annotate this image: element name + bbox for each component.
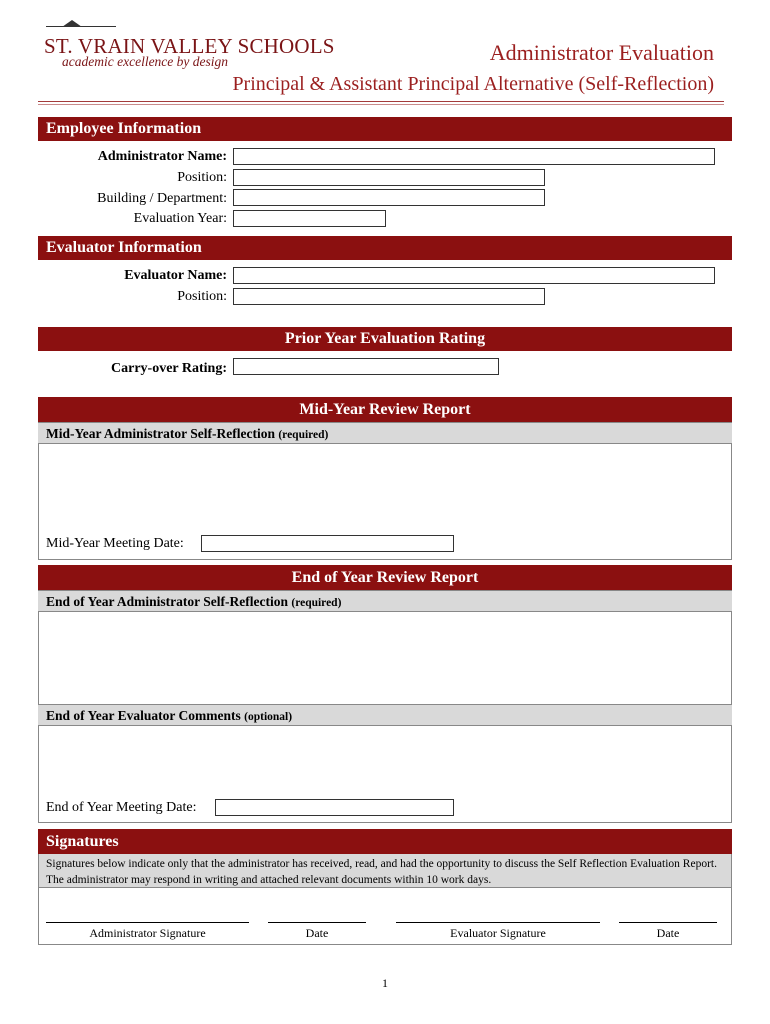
district-logo-name: ST. VRAIN VALLEY SCHOOLS	[44, 34, 335, 58]
endyear-reflection-label: End of Year Administrator Self-Reflection	[46, 594, 288, 609]
employee-info-header: Employee Information	[38, 117, 732, 141]
admin-name-field[interactable]	[233, 148, 715, 165]
evaluation-year-label: Evaluation Year:	[133, 211, 227, 226]
evaluator-date-caption: Date	[656, 926, 680, 940]
endyear-meeting-field[interactable]	[215, 799, 454, 816]
building-field[interactable]	[233, 189, 545, 206]
page-number: 1	[382, 976, 388, 990]
midyear-reflection-textarea[interactable]	[39, 444, 731, 532]
carryover-label: Carry-over Rating:	[111, 361, 227, 376]
midyear-meeting-field[interactable]	[201, 535, 454, 552]
position-field[interactable]	[233, 169, 545, 186]
position-label: Position:	[177, 170, 227, 185]
evaluator-info-header: Evaluator Information	[38, 236, 732, 260]
endyear-header: End of Year Review Report	[38, 565, 732, 590]
carryover-field[interactable]	[233, 358, 499, 375]
evaluator-signature-caption: Evaluator Signature	[450, 926, 546, 940]
midyear-reflection-subheader	[38, 422, 732, 444]
admin-signature-caption: Administrator Signature	[89, 926, 206, 940]
endyear-reflection-textarea[interactable]	[39, 612, 731, 704]
admin-date-caption: Date	[305, 926, 329, 940]
signatures-note: Signatures below indicate only that the administrator has received, read, and had the opportunity to discuss the Self Reflection Evaluation Report. The administrator may respond in writing and attached relevant documents within 10 work days.	[46, 858, 717, 886]
required-note: (required)	[291, 597, 342, 609]
document-subtitle: Principal & Assistant Principal Alternative (Self-Reflection)	[232, 73, 714, 95]
document-title: Administrator Evaluation	[489, 40, 714, 65]
prior-year-header: Prior Year Evaluation Rating	[38, 327, 732, 351]
endyear-comments-label: End of Year Evaluator Comments	[46, 708, 241, 723]
admin-date-line[interactable]	[268, 922, 366, 923]
endyear-reflection-subheader	[38, 590, 732, 612]
evaluator-date-line[interactable]	[619, 922, 717, 923]
district-logo-tagline: academic excellence by design	[62, 54, 229, 69]
required-note: (required)	[278, 429, 329, 441]
evaluation-year-field[interactable]	[233, 210, 386, 227]
title-divider-secondary	[38, 104, 724, 105]
evaluator-name-label: Evaluator Name:	[124, 268, 227, 283]
admin-name-label: Administrator Name:	[97, 149, 227, 164]
endyear-meeting-label: End of Year Meeting Date:	[46, 800, 197, 815]
midyear-meeting-label: Mid-Year Meeting Date:	[46, 536, 184, 551]
building-label: Building / Department:	[97, 191, 227, 206]
evaluator-position-field[interactable]	[233, 288, 545, 305]
signatures-header: Signatures	[38, 829, 732, 854]
evaluator-name-field[interactable]	[233, 267, 715, 284]
title-divider	[38, 101, 724, 102]
midyear-reflection-label: Mid-Year Administrator Self-Reflection	[46, 426, 275, 441]
midyear-header: Mid-Year Review Report	[38, 397, 732, 422]
evaluator-signature-line[interactable]	[396, 922, 600, 923]
endyear-comments-textarea[interactable]	[39, 726, 731, 798]
logo-rule	[46, 26, 116, 27]
admin-signature-line[interactable]	[46, 922, 249, 923]
optional-note: (optional)	[244, 711, 293, 723]
evaluator-position-label: Position:	[177, 289, 227, 304]
endyear-comments-subheader	[38, 704, 732, 726]
